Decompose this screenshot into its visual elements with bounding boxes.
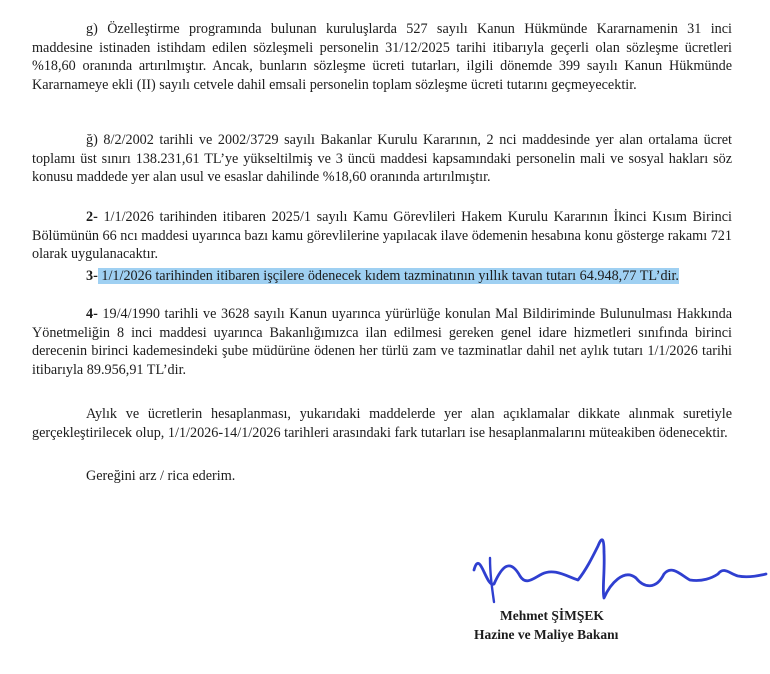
- paragraph-2: 2- 1/1/2026 tarihinden itibaren 2025/1 sayılı Kamu Görevlileri Hakem Kurulu Kararının İkinci Kısım Birinci Bölümünün 66 ncı maddesi uyarınca bazı kamu görevlilerine yapılacak ilave ödemenin hesabına konu gösterge rakamı 721 olarak uygulanacaktır.: [32, 209, 732, 263]
- item-number-4: 4-: [86, 306, 98, 322]
- paragraph-request: Gereğini arz / rica ederim.: [86, 468, 236, 484]
- handwritten-signature: [468, 518, 770, 622]
- paragraph-3-highlighted: [32, 267, 732, 286]
- paragraph-closing: Aylık ve ücretlerin hesaplanması, yukarıdaki maddelerde yer alan açıklamalar dikkate alınmak suretiyle gerçekleştirilecek olup, 1/1/2026-14/1/2026 tarihleri arasındaki fark tutarları ise hesaplanmalarını müteakiben ödenecektir.: [32, 406, 732, 441]
- signatory-name: Mehmet ŞİMŞEK: [500, 608, 604, 623]
- paragraph-g: g) Özelleştirme programında bulunan kuruluşlarda 527 sayılı Kanun Hükmünde Kararnamenin 31 inci maddesine istinaden istihdam edilen sözleşmeli personelin 31/12/2025 tarihi itibarıyla geçerli olan sözleşme ücretleri %18,60 oranında artırılmıştır. Ancak, bunların sözleşme ücreti tutarları, ilgili dönemde 399 sayılı Kanun Hükmünde Kararnameye ekli (II) sayılı cetvele dahil emsali personelin toplam sözleşme ücreti tutarını geçmeyecektir.: [32, 21, 732, 93]
- signatory-title: Hazine ve Maliye Bakanı: [474, 627, 619, 642]
- item-number-3: 3-: [86, 268, 98, 284]
- paragraph-4: 4- 19/4/1990 tarihli ve 3628 sayılı Kanun uyarınca yürürlüğe konulan Mal Bildiriminde Bulunulması Hakkında Yönetmeliğin 8 inci maddesi uyarınca Bakanlığımızca ilan edilmesi gereken genel idare hizmetleri sınıfında birinci derecenin birinci kademesindeki şube müdürüne ödenen her türlü zam ve tazminatlar dahil net aylık tutarı 1/1/2026 tarihi itibarıyla 89.956,91 TL’dir.: [32, 306, 732, 378]
- paragraph-g-breve: ğ) 8/2/2002 tarihli ve 2002/3729 sayılı Bakanlar Kurulu Kararının, 2 nci maddesinde yer alan ortalama ücret toplamı üst sınırı 138.231,61 TL’ye yükseltilmiş ve 3 üncü maddesi kapsamındaki personelin mali ve sosyal hakları söz konusu maddede yer alan usul ve esaslar dahilinde %18,60 oranında artırılmıştır.: [32, 132, 732, 186]
- highlighted-text: 1/1/2026 tarihinden itibaren işçilere ödenecek kıdem tazminatının yıllık tavan tutarı 64.948,77 TL’dir.: [97, 268, 679, 284]
- item-number-2: 2-: [86, 209, 98, 225]
